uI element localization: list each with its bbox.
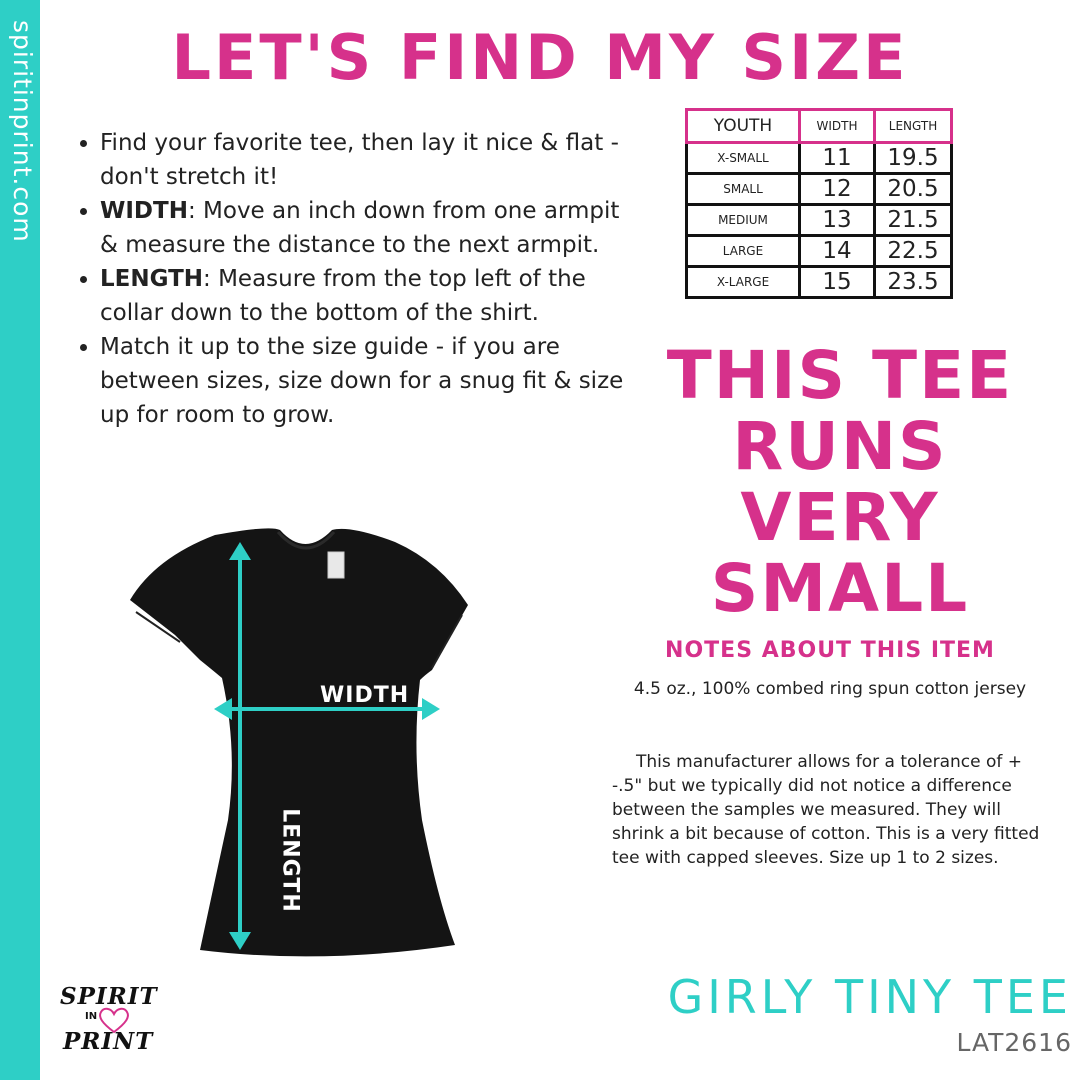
- instruction-text: Match it up to the size guide - if you are between sizes, size down for a snug fit & size up for room to grow.: [100, 334, 624, 428]
- width-cell: 15: [800, 267, 875, 298]
- table-row: [687, 143, 952, 174]
- size-chart-header-row: [687, 110, 952, 143]
- table-row: [687, 205, 952, 236]
- width-arrow-right-head: [422, 698, 440, 720]
- page-title: LET'S FIND MY SIZE: [171, 21, 909, 94]
- size-cell: X-SMALL: [687, 143, 800, 174]
- size-chart-table: [685, 108, 953, 299]
- fit-warning: [640, 337, 1040, 627]
- width-label: WIDTH: [320, 683, 410, 708]
- table-row: [687, 236, 952, 267]
- fit-warning-line: VERY: [740, 479, 940, 556]
- fit-warning-line: THIS TEE: [666, 337, 1014, 414]
- logo-text-line: PRINT: [63, 1028, 154, 1055]
- width-cell: 11: [800, 143, 875, 174]
- instruction-item-1: [100, 126, 630, 194]
- width-arrow-left-head: [214, 698, 232, 720]
- header-youth: YOUTH: [687, 110, 800, 143]
- instruction-item-3: [100, 262, 630, 330]
- notes-fabric: 4.5 oz., 100% combed ring spun cotton jersey: [633, 679, 1027, 699]
- length-cell: 23.5: [875, 267, 952, 298]
- instruction-item-2: [100, 194, 630, 262]
- logo-text-line: IN: [85, 1011, 98, 1022]
- width-cell: 13: [800, 205, 875, 236]
- instruction-text: : Measure from the top left of the collar down to the bottom of the shirt.: [100, 266, 586, 326]
- instruction-keyword: WIDTH: [100, 198, 188, 224]
- size-cell: LARGE: [687, 236, 800, 267]
- fit-warning-line: SMALL: [710, 550, 970, 627]
- product-sku: LAT2616: [956, 1028, 1072, 1057]
- size-cell: SMALL: [687, 174, 800, 205]
- width-cell: 14: [800, 236, 875, 267]
- instruction-text: : Move an inch down from one armpit & measure the distance to the next armpit.: [100, 198, 620, 258]
- fit-warning-line: RUNS: [732, 408, 948, 485]
- length-cell: 21.5: [875, 205, 952, 236]
- product-name: GIRLY TINY TEE: [667, 970, 1072, 1024]
- notes-heading: NOTES ABOUT THIS ITEM: [665, 638, 995, 663]
- side-url: spiritinprint.com: [8, 20, 37, 243]
- length-cell: 22.5: [875, 236, 952, 267]
- side-strip: [0, 0, 40, 1080]
- size-cell: MEDIUM: [687, 205, 800, 236]
- instruction-keyword: LENGTH: [100, 266, 204, 292]
- length-cell: 19.5: [875, 143, 952, 174]
- width-cell: 12: [800, 174, 875, 205]
- table-row: [687, 174, 952, 205]
- table-row: [687, 267, 952, 298]
- length-cell: 20.5: [875, 174, 952, 205]
- instruction-text: Find your favorite tee, then lay it nice & flat - don't stretch it!: [100, 130, 619, 190]
- logo-text-line: SPIRIT: [60, 983, 158, 1010]
- tag-label: [328, 552, 344, 578]
- header-width: WIDTH: [800, 110, 875, 143]
- length-label: LENGTH: [277, 808, 303, 913]
- brand-logo: [55, 980, 158, 1065]
- notes-body: This manufacturer allows for a tolerance of + -.5" but we typically did not notice a difference between the samples we measured. They will shrink a bit because of cotton. This is a very fitted tee with capped sleeves. Size up 1 to 2 sizes.: [612, 752, 1040, 868]
- instructions-list: [70, 126, 630, 432]
- header-length: LENGTH: [875, 110, 952, 143]
- size-cell: X-LARGE: [687, 267, 800, 298]
- instruction-item-4: [100, 330, 630, 432]
